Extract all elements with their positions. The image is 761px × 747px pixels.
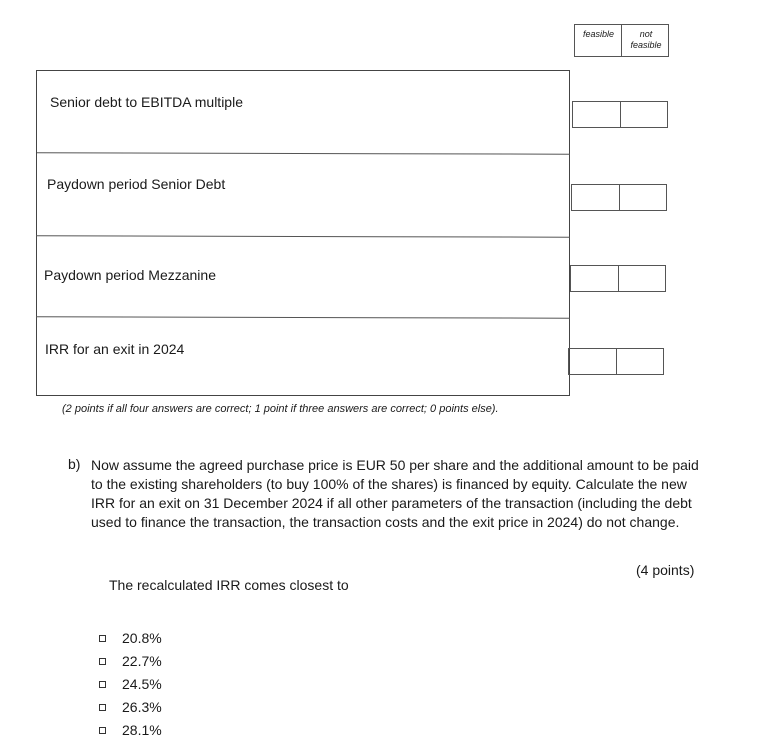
not-feasible-checkbox[interactable] [619,266,665,291]
feasible-checkbox[interactable] [572,185,619,210]
row-label-paydown-senior: Paydown period Senior Debt [47,176,226,192]
option-checkbox[interactable] [99,658,106,665]
header-feasible: feasible [582,29,615,39]
answer-box-row-2 [571,184,667,211]
option-label: 20.8% [122,630,162,646]
row-label-irr-2024: IRR for an exit in 2024 [45,341,185,357]
answer-box-row-1 [572,101,668,128]
not-feasible-checkbox[interactable] [620,185,666,210]
feasible-checkbox[interactable] [573,102,620,127]
option-item [99,699,162,715]
scoring-note: (2 points if all four answers are correct; 1 point if three answers are correct; 0 points else). [62,403,499,415]
option-checkbox[interactable] [99,681,106,688]
option-checkbox[interactable] [99,704,106,711]
answer-box-row-4 [568,348,664,375]
answer-header-divider [621,24,622,57]
option-label: 24.5% [122,676,162,692]
row-label-paydown-mezzanine: Paydown period Mezzanine [44,267,216,283]
option-item [99,630,162,646]
header-not-feasible: not feasible [630,29,662,50]
question-label: b) [68,456,81,472]
option-label: 26.3% [122,699,162,715]
feasible-checkbox[interactable] [571,266,618,291]
option-checkbox[interactable] [99,727,106,734]
option-item [99,653,162,669]
option-item [99,722,162,738]
option-label: 22.7% [122,653,162,669]
feasible-checkbox[interactable] [569,349,616,374]
answer-box-row-3 [570,265,666,292]
not-feasible-checkbox[interactable] [621,102,667,127]
question-points: (4 points) [636,562,695,578]
row-label-senior-debt-multiple: Senior debt to EBITDA multiple [50,94,243,110]
option-label: 28.1% [122,722,162,738]
not-feasible-checkbox[interactable] [617,349,663,374]
question-prompt: The recalculated IRR comes closest to [109,577,349,593]
option-checkbox[interactable] [99,635,106,642]
option-item [99,676,162,692]
question-text: Now assume the agreed purchase price is EUR 50 per share and the additional amount to be paid to the existing shareholders (to buy 100% of the shares) is financed by equity. Calculate the new IRR for an exit on 31 December 2024 if all other parameters of the transaction (including the debt used to finance the transaction, the transaction costs and the exit price in 2024) do not change. [91,457,699,530]
